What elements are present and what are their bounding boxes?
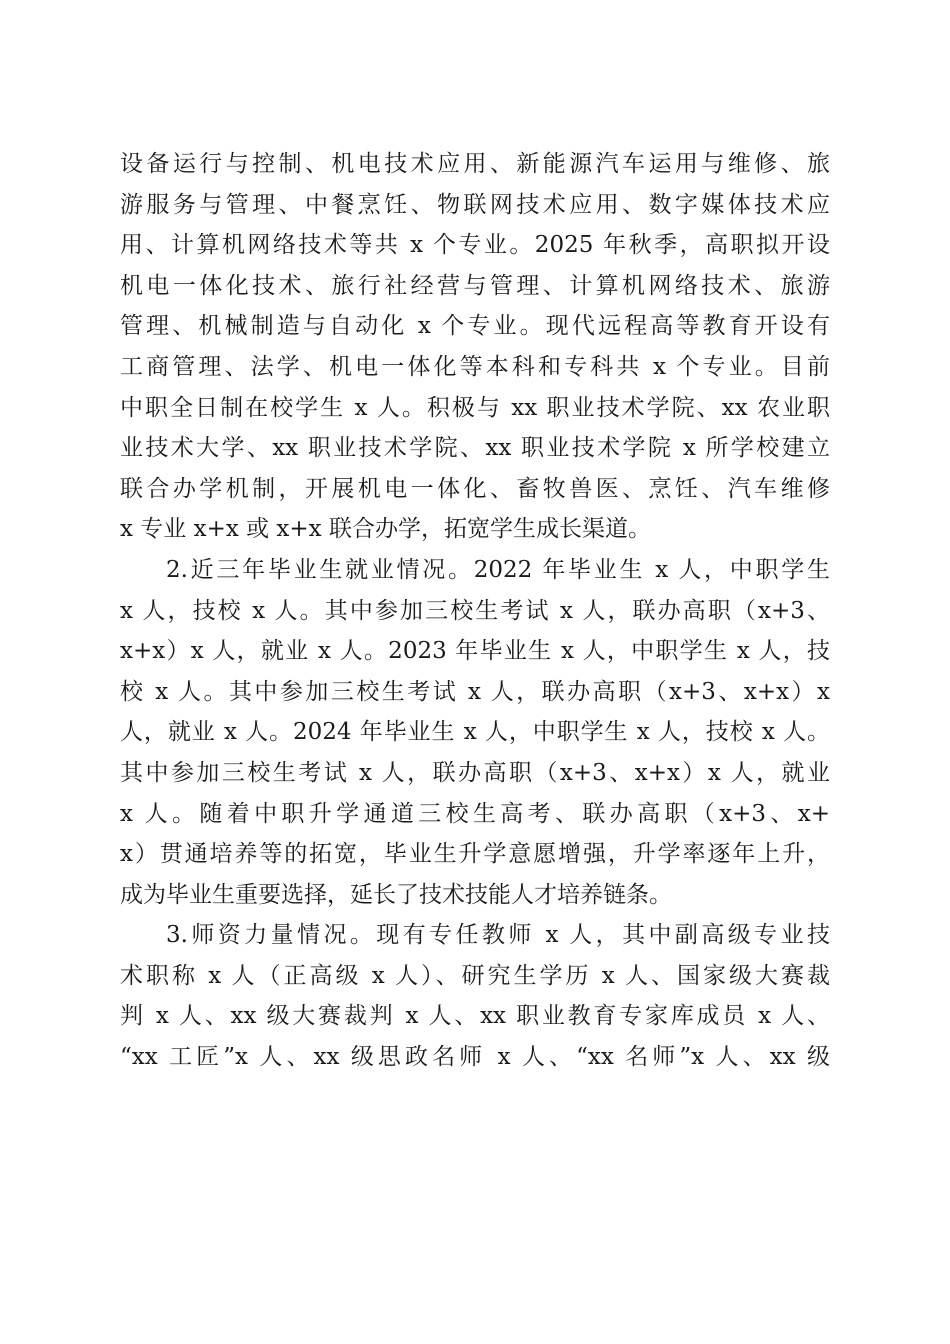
text-line: 3.师资力量情况。现有专任教师 x 人，其中副高级专业技	[166, 922, 830, 949]
text-line: 判 x 人、xx 级大赛裁判 x 人、xx 职业教育专家库成员 x 人、	[120, 1003, 830, 1030]
text-line: x+x）x 人，就业 x 人。2023 年毕业生 x 人，中职学生 x 人，技	[120, 638, 830, 665]
text-line: x 专业 x+x 或 x+x 联合办学，拓宽学生成长渠道。	[120, 516, 651, 543]
text-line: 机电一体化技术、旅行社经营与管理、计算机网络技术、旅游	[120, 272, 830, 299]
text-line: 校 x 人。其中参加三校生考试 x 人，联办高职（x+3、x+x）x	[120, 678, 830, 705]
text-line: 管理、机械制造与自动化 x 个专业。现代远程高等教育开设有	[120, 313, 830, 340]
paragraph-1	[120, 144, 830, 550]
text-line: 游服务与管理、中餐烹饪、物联网技术应用、数字媒体技术应	[120, 191, 830, 218]
paragraph-2	[120, 550, 830, 915]
text-line: 联合办学机制，开展机电一体化、畜牧兽医、烹饪、汽车维修	[120, 475, 830, 502]
text-line: x 人，技校 x 人。其中参加三校生考试 x 人，联办高职（x+3、	[120, 597, 830, 624]
text-line: “xx 工匠”x 人、xx 级思政名师 x 人、“xx 名师”x 人、xx 级	[120, 1044, 830, 1071]
paragraph-3	[120, 915, 830, 1077]
text-line: 人，就业 x 人。2024 年毕业生 x 人，中职学生 x 人，技校 x 人。	[120, 719, 830, 746]
text-line: x）贯通培养等的拓宽，毕业生升学意愿增强，升学率逐年上升，	[120, 841, 830, 868]
text-line: 工商管理、法学、机电一体化等本科和专科共 x 个专业。目前	[120, 353, 830, 380]
body-text	[120, 144, 830, 1078]
text-line: 成为毕业生重要选择，延长了技术技能人才培养链条。	[120, 881, 672, 908]
text-line: 用、计算机网络技术等共 x 个专业。2025 年秋季，高职拟开设	[120, 232, 830, 259]
text-line: 业技术大学、xx 职业技术学院、xx 职业技术学院 x 所学校建立	[120, 435, 830, 462]
text-line: 其中参加三校生考试 x 人，联办高职（x+3、x+x）x 人，就业	[120, 759, 830, 786]
text-line: 2.近三年毕业生就业情况。2022 年毕业生 x 人，中职学生	[166, 556, 830, 583]
text-line: x 人。随着中职升学通道三校生高考、联办高职（x+3、x+	[120, 800, 830, 827]
text-line: 中职全日制在校学生 x 人。积极与 xx 职业技术学院、xx 农业职	[120, 394, 830, 421]
text-line: 术职称 x 人（正高级 x 人）、研究生学历 x 人、国家级大赛裁	[120, 962, 830, 989]
text-line: 设备运行与控制、机电技术应用、新能源汽车运用与维修、旅	[120, 151, 830, 177]
